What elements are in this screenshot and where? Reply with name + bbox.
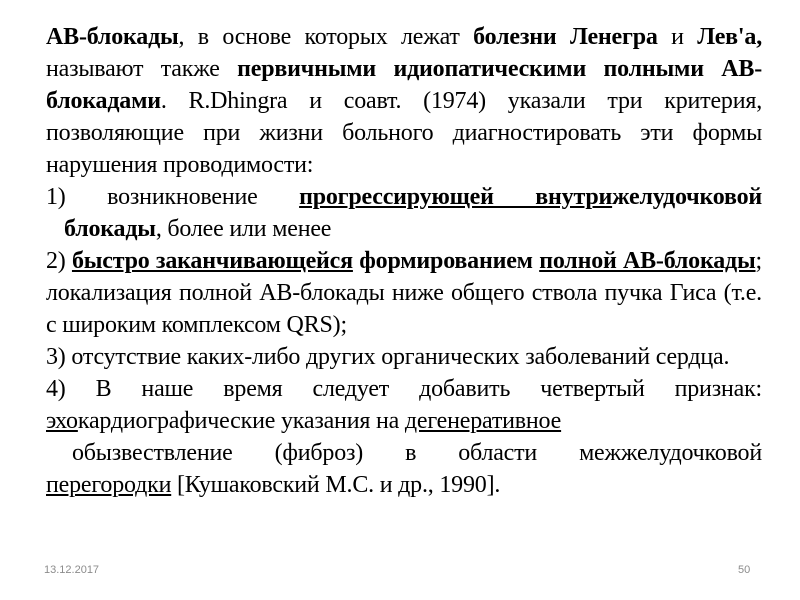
paragraph-intro [46,21,762,181]
text-run: ; локализация полной АВ-блокады ниже общего ствола пучка Гиса (т.е. с широким комплексом QRS); [46,248,762,338]
slide-body-text [46,21,762,501]
criterion-3 [46,341,762,373]
term-degenerative: дегенеративное [404,408,562,434]
text-run: , в основе которых лежат [178,24,474,50]
slide-date: 13.12.2017 [44,564,100,576]
criterion-4-line-1 [46,373,762,437]
text-run: . R.Dhingra и соавт. (1974) указали три критерия, позволяющие при жизни больного диагностировать эти формы нарушения проводимости: [46,88,762,178]
criterion-2 [46,245,762,341]
text-run: 2) [46,248,72,274]
term-complete-av-block: полной АВ-блокады [539,248,756,274]
criterion-1-line-1 [46,181,762,213]
text-run: и [657,24,698,50]
term-rapidly-ending: быстро заканчивающейся [71,248,353,274]
criterion-4-line-3 [46,469,762,501]
citation: [Кушаковский М.С. и др., 1990]. [171,472,501,498]
term-echo: эхо [46,408,78,434]
text-run: 1) возникновение [46,184,300,210]
term-primary-idiopathic-av-block: первичными идиопатическими полными АВ-блокадами [46,56,762,114]
text-run: 3) отсутствие каких-либо других органических заболеваний сердца. [46,344,730,370]
term-blockade: блокады [64,216,156,242]
text-run: обызвествление (фиброз) в области межжелудочковой [72,440,762,466]
term-av-block: АВ-блокады [46,24,179,50]
term-formation: формированием [359,248,533,274]
slide-number: 50 [738,564,751,576]
criterion-1-line-2 [46,213,762,245]
text-run: , более или менее [155,216,332,242]
text-run: кардиографические указания на [77,408,405,434]
term-ventricular: желудочковой [612,184,762,210]
term-lenegre-disease: болезни Ленегра [473,24,658,50]
term-septum: перегородки [46,472,172,498]
text-run: 4) В наше время следует добавить четвертый признак: [46,376,762,402]
term-lev-disease: Лев'а, [697,24,762,50]
text-run: называют также [46,56,238,82]
criterion-4-line-2 [46,437,762,469]
term-progressive-intraventricular: прогрессирующей внутри [299,184,613,210]
